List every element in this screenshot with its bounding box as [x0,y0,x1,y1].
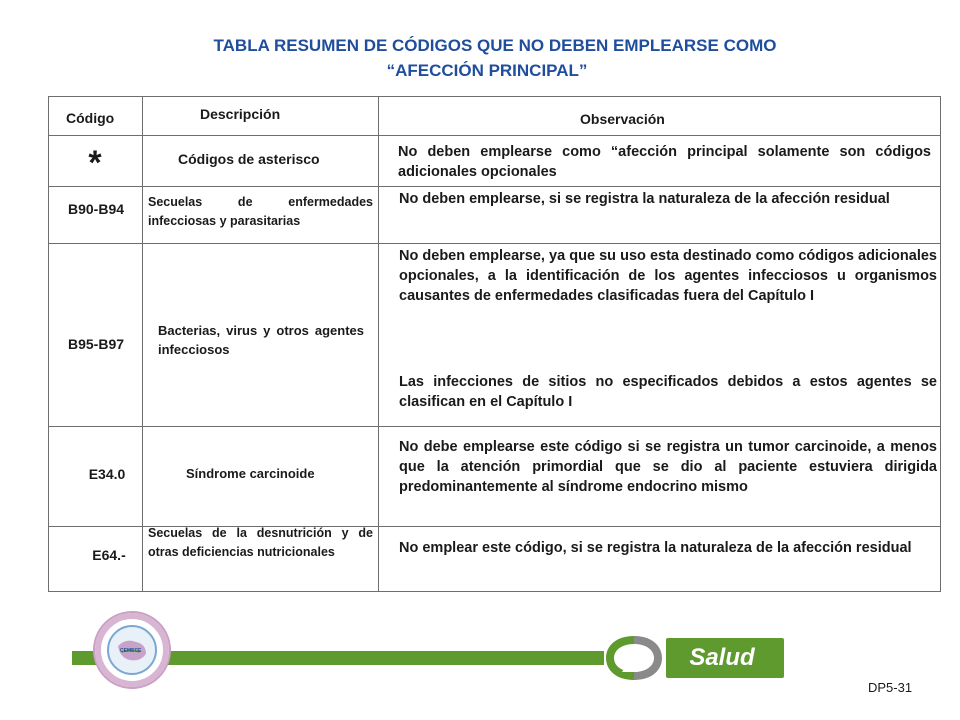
table-rule [142,96,143,592]
slide-code: DP5-31 [868,680,913,695]
description-b95-b97: Bacterias, virus y otros agentes infecciosos [158,323,364,357]
table-rule [48,135,941,136]
observation-b95-b97-note: Las infecciones de sitios no especificados debidos a estos agentes se clasifican en el Capítulo I [399,374,937,410]
salud-swirl-logo [602,632,666,684]
code-b95-b97: B95-B97 [67,336,125,352]
code-b90-b94: B90-B94 [67,201,125,217]
table-rule [48,243,941,244]
code-asterisk: * [88,144,102,182]
description-b90-b94: Secuelas de enfermedades infecciosas y parasitarias [148,195,373,228]
code-e64: E64.- [92,547,126,563]
salud-brand-text: Salud [689,644,755,671]
observation-b95-b97: No deben emplearse, ya que su uso esta destinado como códigos adicionales opcionales, a la identificación de los agentes infecciosos u organismos causantes de enfermedades clasificadas fuera del Capítulo I [399,248,937,304]
page-title-line-2: “AFECCIÓN PRINCIPAL” [386,61,588,80]
table-rule [48,186,941,187]
page-title-line-1: TABLA RESUMEN DE CÓDIGOS QUE NO DEBEN EMPLEARSE COMO [213,36,777,55]
table-rule [48,96,49,592]
table-rule [48,96,941,97]
table-rule [378,96,379,592]
observation-b90-b94: No deben emplearse, si se registra la naturaleza de la afección residual [399,191,890,207]
observation-e34-0: No debe emplearse este código si se registra un tumor carcinoide, a menos que la atención primordial que se dio al paciente estuviera dirigida predominantemente al síndrome endocrino mismo [399,439,937,495]
description-e34-0: Síndrome carcinoide [186,466,315,481]
description-e64: Secuelas de la desnutrición y de otras deficiencias nutricionales [148,526,373,559]
footer-bar-right [160,651,604,665]
table-rule [48,426,941,427]
observation-asterisk-codes: No deben emplearse como “afección principal solamente son códigos adicionales opcionales [398,144,931,180]
header-observacion: Observación [580,111,665,127]
header-codigo: Código [66,110,115,126]
seal-caption: CEMECE [120,648,142,654]
observation-e64: No emplear este código, si se registra la naturaleza de la afección residual [399,540,912,556]
header-descripcion: Descripción [200,106,281,122]
table-rule [48,591,941,592]
table-rule [940,96,941,592]
description-asterisk-codes: Códigos de asterisco [178,151,320,167]
page-title [0,33,960,83]
code-e34-0: E34.0 [88,466,126,482]
